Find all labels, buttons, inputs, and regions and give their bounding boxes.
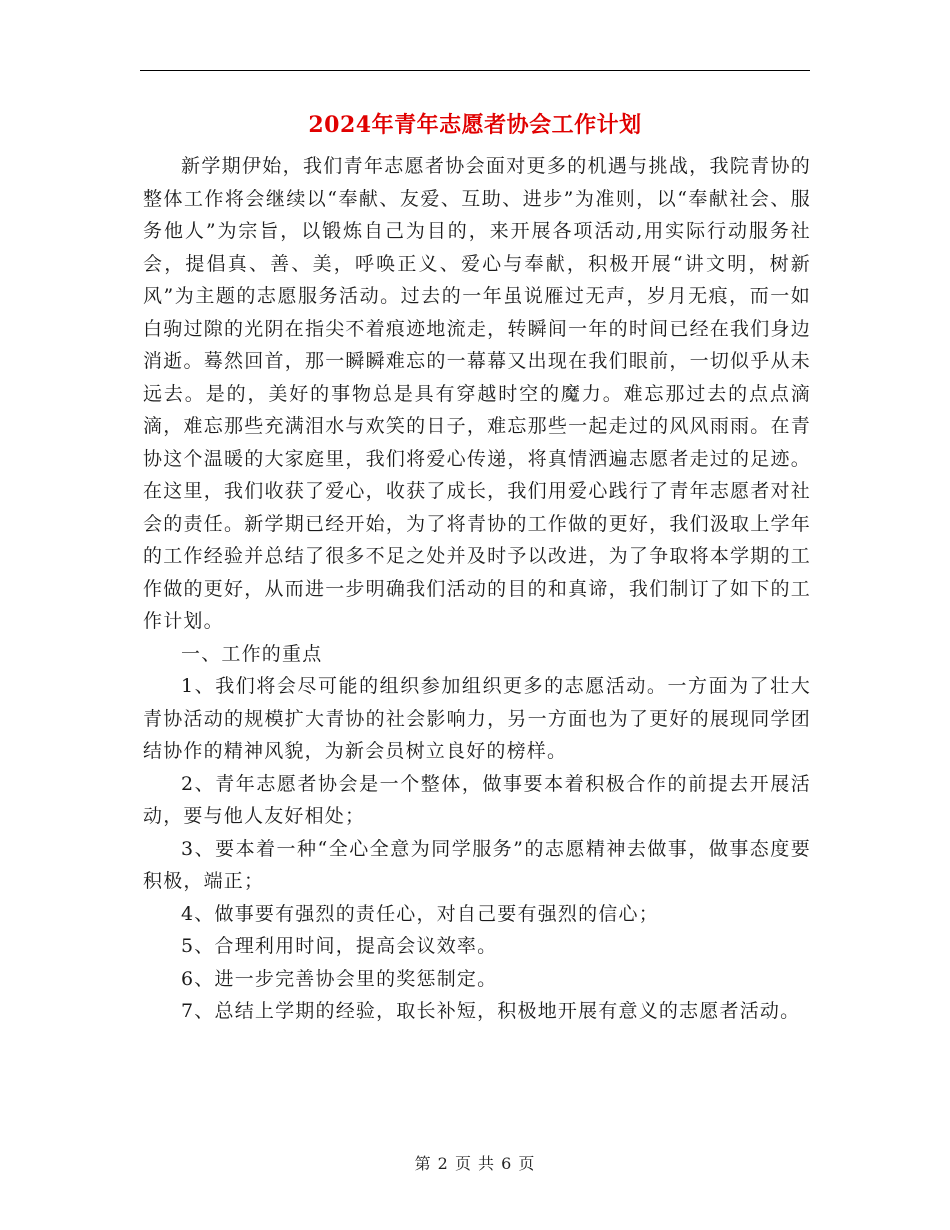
list-item: 7、总结上学期的经验，取长补短，积极地开展有意义的志愿者活动。 [181,1000,801,1022]
document-title: 2024年青年志愿者协会工作计划 [308,112,642,138]
list-item: 5、合理利用时间，提高会议效率。 [181,935,498,957]
page-number: 第 2 页 共 6 页 [414,1154,536,1173]
list-item: 1、我们将会尽可能的组织参加组织更多的志愿活动。一方面为了壮大青协活动的规模扩大青协的社会影响力，另一方面也为了更好的展现同学团结协作的精神风貌，为新会员树立良好的榜样。 [143,675,811,762]
list-item: 2、青年志愿者协会是一个整体，做事要本着积极合作的前提去开展活动，要与他人友好相处； [143,772,811,827]
intro-paragraph: 新学期伊始，我们青年志愿者协会面对更多的机遇与挑战，我院青协的整体工作将会继续以“奉献、友爱、互助、进步”为准则，以“奉献社会、服务他人”为宗旨，以锻炼自己为目的，来开展各项活动,用实际行动服务社会，提倡真、善、美，呼唤正义、爱心与奉献，积极开展“讲文明，树新风”为主题的志愿服务活动。过去的一年虽说雁过无声，岁月无痕，而一如白驹过隙的光阴在指尖不着痕迹地流走，转瞬间一年的时间已经在我们身边消逝。蓦然回首，那一瞬瞬难忘的一幕幕又出现在我们眼前，一切似乎从未远去。是的，美好的事物总是具有穿越时空的魔力。难忘那过去的点点滴滴，难忘那些充满泪水与欢笑的日子，难忘那些一起走过的风风雨雨。在青协这个温暖的大家庭里，我们将爱心传递，将真情洒遍志愿者走过的足迹。在这里，我们收获了爱心，收获了成长，我们用爱心践行了青年志愿者对社会的责任。新学期已经开始，为了将青协的工作做的更好，我们汲取上学年的工作经验并总结了很多不足之处并及时予以改进，为了争取将本学期的工作做的更好，从而进一步明确我们活动的目的和真谛，我们制订了如下的工作计划。 [143,155,811,632]
list-item: 3、要本着一种“全心全意为同学服务”的志愿精神去做事，做事态度要积极，端正； [143,837,811,892]
list-item: 4、做事要有强烈的责任心，对自己要有强烈的信心； [181,902,659,925]
header-rule [140,70,810,71]
list-item: 6、进一步完善协会里的奖惩制定。 [181,967,498,990]
section-heading: 一、工作的重点 [181,642,323,665]
document-body [143,150,811,1028]
